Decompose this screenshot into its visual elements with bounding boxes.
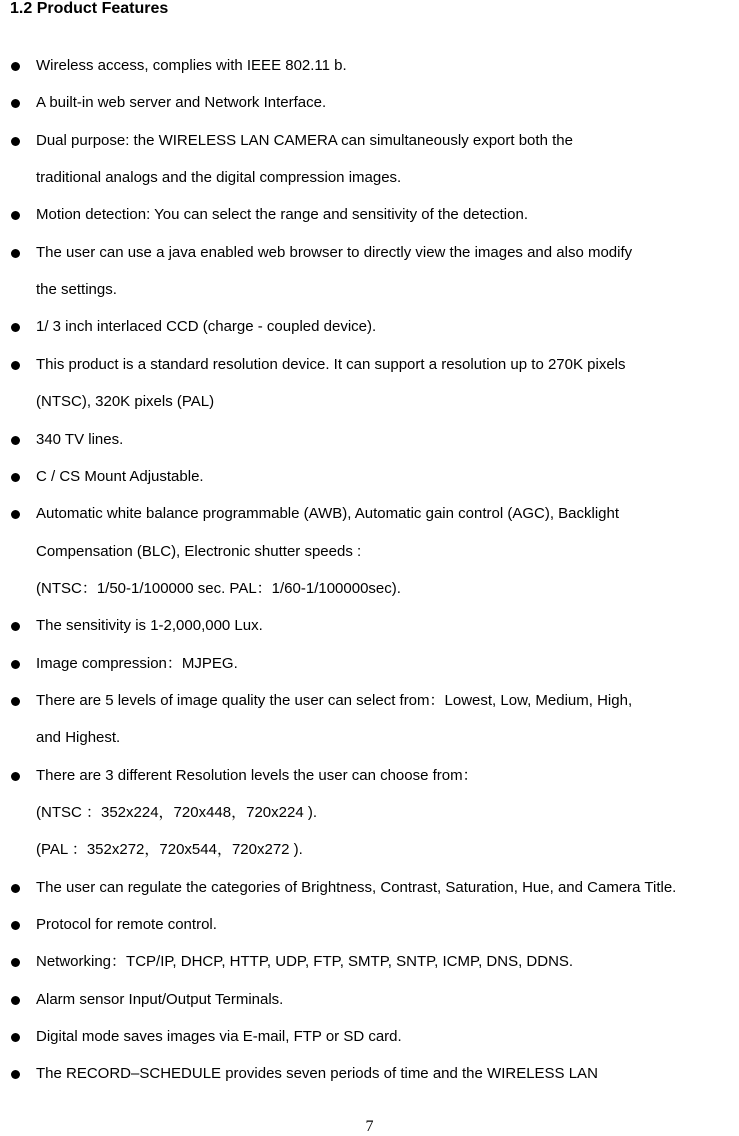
feature-text: Dual purpose: the WIRELESS LAN CAMERA can simultaneously export both the <box>36 131 573 149</box>
bullet-icon <box>11 473 20 482</box>
bullet-icon <box>11 510 20 519</box>
feature-text: (NTSC ：352x224，720x448，720x224 ). <box>36 804 317 821</box>
feature-text: the settings. <box>36 281 117 299</box>
bullet-icon <box>11 958 20 967</box>
feature-text: (PAL ：352x272，720x544，720x272 ). <box>36 841 303 859</box>
section-heading: 1.2 Product Features <box>10 0 169 17</box>
bullet-icon <box>11 62 20 71</box>
bullet-icon <box>11 622 20 631</box>
feature-text: traditional analogs and the digital compression images. <box>36 169 402 187</box>
feature-text: Alarm sensor Input/Output Terminals. <box>36 990 284 1008</box>
bullet-icon <box>11 921 20 930</box>
feature-text: 1/ 3 inch interlaced CCD (charge - coupled device). <box>36 318 377 336</box>
feature-text: The sensitivity is 1-2,000,000 Lux. <box>36 617 263 635</box>
feature-text: Networking：TCP/IP, DHCP, HTTP, UDP, FTP, SMTP, SNTP, ICMP, DNS, DDNS. <box>36 953 574 971</box>
bullet-icon <box>11 137 20 146</box>
feature-text: 340 TV lines. <box>36 430 124 448</box>
bullet-icon <box>11 211 20 220</box>
feature-text: Compensation (BLC), Electronic shutter speeds : <box>36 542 362 560</box>
feature-text: Motion detection: You can select the range and sensitivity of the detection. <box>36 206 528 224</box>
bullet-icon <box>11 99 20 108</box>
feature-text: A built-in web server and Network Interface. <box>36 94 327 112</box>
feature-text: Digital mode saves images via E-mail, FTP or SD card. <box>36 1028 402 1046</box>
page-number: 7 <box>365 1118 374 1135</box>
feature-text: (NTSC), 320K pixels (PAL) <box>36 393 215 411</box>
bullet-icon <box>11 660 20 669</box>
bullet-icon <box>11 361 20 370</box>
feature-text: Wireless access, complies with IEEE 802.11 b. <box>36 57 347 74</box>
feature-text: Automatic white balance programmable (AWB), Automatic gain control (AGC), Backlight <box>36 505 620 523</box>
feature-text: There are 3 different Resolution levels the user can choose from： <box>36 766 478 784</box>
bullet-icon <box>11 1033 20 1042</box>
feature-text: The user can use a java enabled web browser to directly view the images and also modify <box>36 243 633 261</box>
feature-text: Protocol for remote control. <box>36 916 217 934</box>
feature-text: The user can regulate the categories of Brightness, Contrast, Saturation, Hue, and Camera Title. <box>36 878 677 896</box>
bullet-icon <box>11 1070 20 1079</box>
bullet-icon <box>11 323 20 332</box>
bullet-icon <box>11 249 20 258</box>
feature-text: This product is a standard resolution device. It can support a resolution up to 270K pixels <box>36 355 626 373</box>
feature-text: (NTSC：1/50-1/100000 sec. PAL：1/60-1/100000sec). <box>36 579 401 597</box>
feature-text: There are 5 levels of image quality the user can select from：Lowest, Low, Medium, High, <box>36 691 633 709</box>
feature-text: and Highest. <box>36 729 121 747</box>
bullet-icon <box>11 436 20 445</box>
feature-text: The RECORD–SCHEDULE provides seven periods of time and the WIRELESS LAN <box>36 1065 598 1083</box>
feature-text: C / CS Mount Adjustable. <box>36 467 204 485</box>
bullet-icon <box>11 996 20 1005</box>
bullet-icon <box>11 697 20 706</box>
bullet-icon <box>11 884 20 893</box>
bullet-icon <box>11 772 20 781</box>
feature-text: Image compression：MJPEG. <box>36 654 238 672</box>
